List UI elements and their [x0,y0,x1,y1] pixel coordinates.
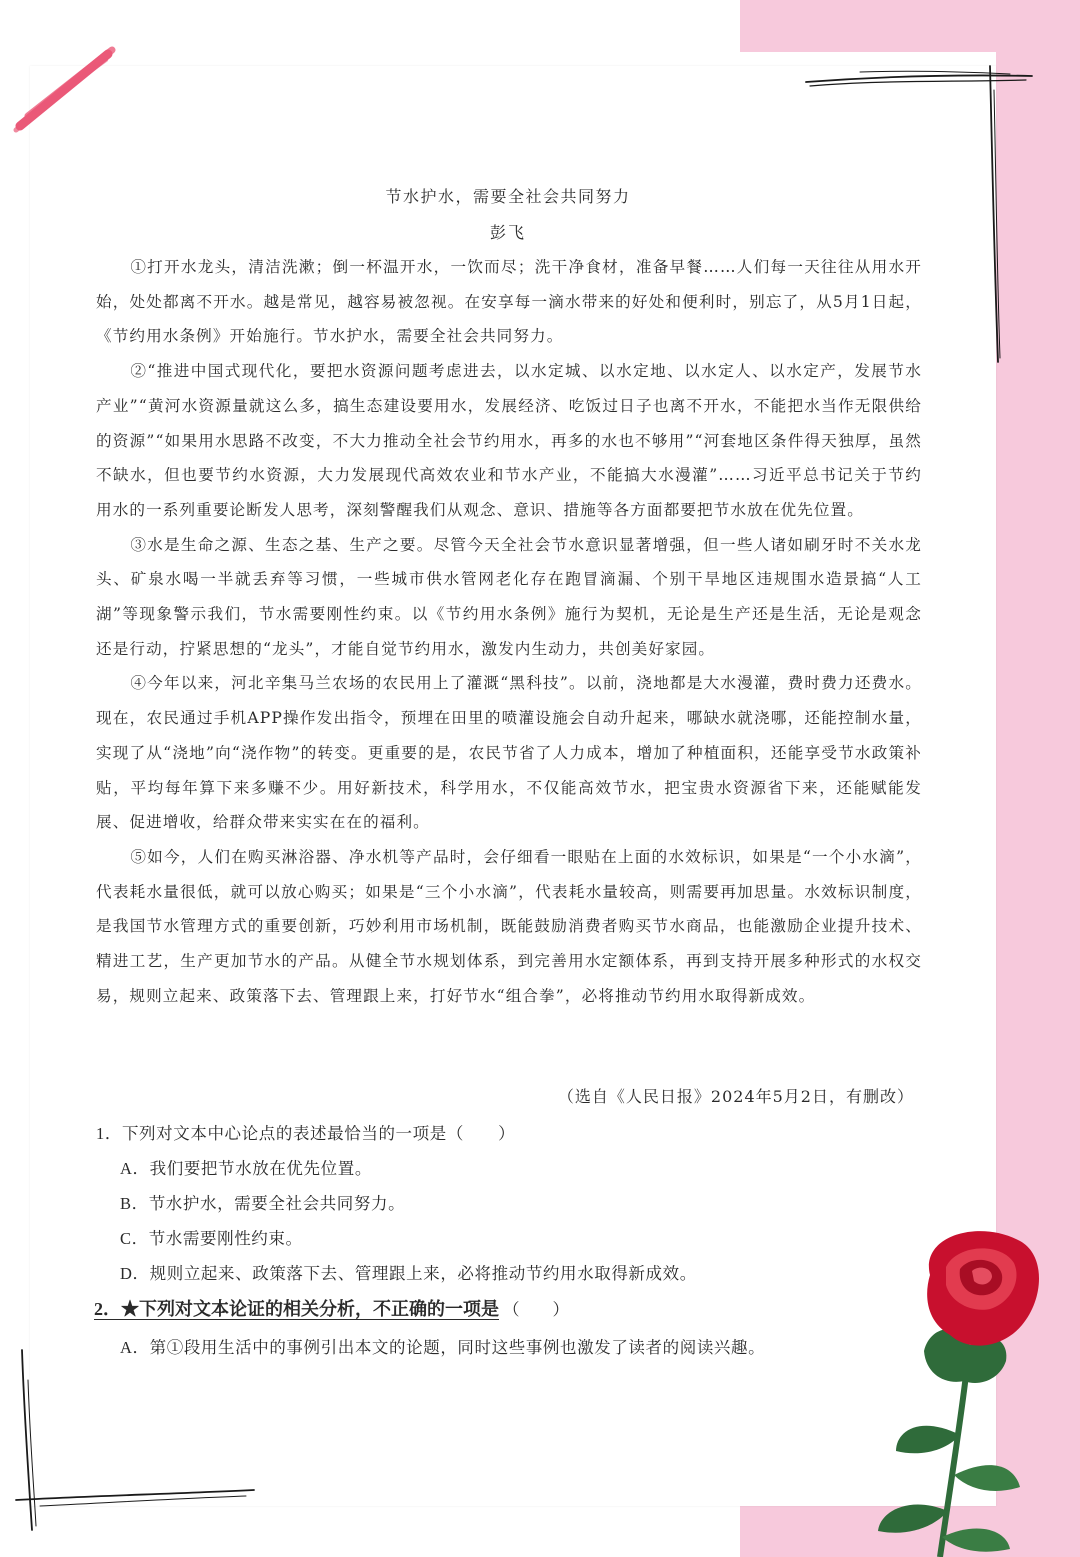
paragraph: ⑤如今，人们在购买淋浴器、净水机等产品时，会仔细看一眼贴在上面的水效标识，如果是“一个小水滴”，代表耗水量很低，就可以放心购买；如果是“三个小水滴”，代表耗水量较高，则需要再加思量。水效标识制度，是我国节水管理方式的重要创新，巧妙利用市场机制，既能鼓励消费者购买节水商品，也能激励企业提升技术、精进工艺，生产更加节水的产品。从健全节水规划体系，到完善用水定额体系，再到支持开展多种形式的水权交易，规则立起来、政策落下去、管理跟上来，打好节水“组合拳”，必将推动节约用水取得新成效。 [96,847,922,1005]
question-1-option-b[interactable]: B．节水护水，需要全社会共同努力。 [120,1194,406,1213]
question-1-option-a[interactable]: A．我们要把节水放在优先位置。 [120,1159,372,1178]
pink-background-bottom [740,1505,1080,1557]
paragraph: ②“推进中国式现代化，要把水资源问题考虑进去，以水定城、以水定地、以水定人、以水定产，发展节水产业”“黄河水资源量就这么多，搞生态建设要用水，发展经济、吃饭过日子也离不开水，不能把水当作无限供给的资源”“如果用水思路不改变，不大力推动全社会节约用水，再多的水也不够用”“河套地区条件得天独厚，虽然不缺水，但也要节约水资源，大力发展现代高效农业和节水产业，不能搞大水漫灌”……习近平总书记关于节约用水的一系列重要论断发人思考，深刻警醒我们从观念、意识、措施等各方面都要把节水放在优先位置。 [96,362,922,519]
article-author: 彭飞 [489,223,526,242]
paragraph: ③水是生命之源、生态之基、生产之要。尽管今天全社会节水意识显著增强，但一些人诸如刷牙时不关水龙头、矿泉水喝一半就丢弃等习惯，一些城市供水管网老化存在跑冒滴漏、个别干旱地区违规围水造景搞“人工湖”等现象警示我们，节水需要刚性约束。以《节约用水条例》施行为契机，无论是生产还是生活，无论是观念还是行动，拧紧思想的“龙头”，才能自觉节约用水，激发内生动力，共创美好家园。 [96,535,922,658]
question-2-answer-blank: （ ） [503,1300,569,1319]
question-2-text: 2．★下列对文本论证的相关分析，不正确的一项是 [94,1299,499,1319]
paragraph: ④今年以来，河北辛集马兰农场的农民用上了灌溉“黑科技”。以前，浇地都是大水漫灌，费时费力还费水。现在，农民通过手机APP操作发出指令，预埋在田里的喷灌设施会自动升起来，哪缺水就浇哪，还能控制水量，实现了从“浇地”向“浇作物”的转变。更重要的是，农民节省了人力成本，增加了种植面积，还能享受节水政策补贴，平均每年算下来多赚不少。用好新技术，科学用水，不仅能高效节水，把宝贵水资源省下来，还能赋能发展、促进增收，给群众带来实实在在的福利。 [96,674,922,832]
question-2-stem [94,1295,569,1321]
question-1-option-d[interactable]: D．规则立起来、政策落下去、管理跟上来，必将推动节约用水取得新成效。 [120,1264,697,1283]
question-1-stem: 1．下列对文本中心论点的表述最恰当的一项是（ ） [96,1124,516,1143]
question-1-option-c[interactable]: C．节水需要刚性约束。 [120,1229,303,1248]
article-source: （选自《人民日报》2024年5月2日，有删改） [557,1087,914,1106]
paragraph: ①打开水龙头，清洁洗漱；倒一杯温开水，一饮而尽；洗干净食材，准备早餐……人们每一天往往从用水开始，处处都离不开水。越是常见，越容易被忽视。在安享每一滴水带来的好处和便利时，别忘了，从5月1日起，《节约用水条例》开始施行。节水护水，需要全社会共同努力。 [96,258,922,346]
article-body [96,250,922,1013]
question-2-option-a[interactable]: A．第①段用生活中的事例引出本文的论题，同时这些事例也激发了读者的阅读兴趣。 [120,1338,766,1357]
article-title: 节水护水，需要全社会共同努力 [385,187,631,206]
